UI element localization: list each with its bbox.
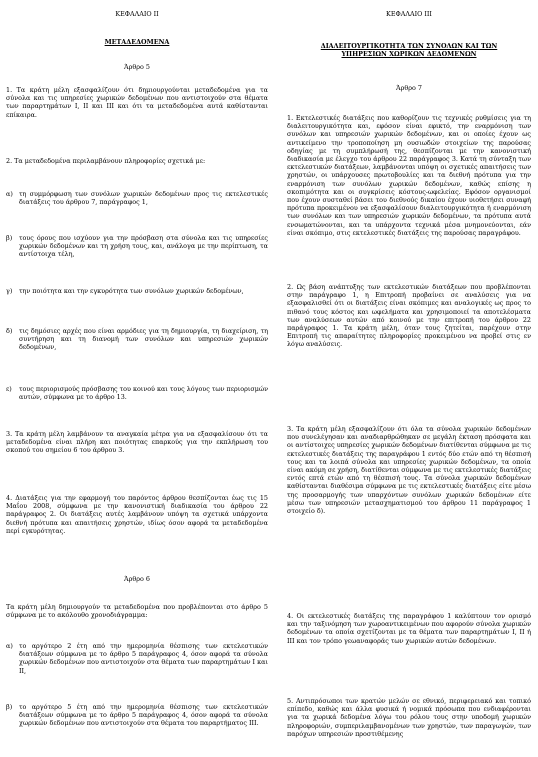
list-text: τους όρους που ισχύουν για την πρόσβαση στα σύνολα και τις υπηρεσίες χωρικών δεδομένων και τη χρήση τους, και, ανάλογα με την περίπτωση, τα αντίστοιχα τέλη, [19, 234, 268, 259]
paragraph: 2. Τα μεταδεδομένα περιλαμβάνουν πληροφορίες σχετικά με: [6, 157, 206, 165]
paragraph: 1. Εκτελεστικές διατάξεις που καθορίζουν τις τεχνικές ρυθμίσεις για τη διαλειτουργικότητα και, εφόσον είναι εφικτό, την εναρμόνιση των συνόλων και υπηρεσιών χωρικών δεδομένων, και οι οποίες έχουν ως αντικείμενο την τροποποίηση μη ουσιωδών στοιχείων της παρούσας οδηγίας με τη συμπλήρωσή της, θεσπίζονται με την κανονιστική διαδικασία με έλεγχο του άρθρου 22 παράγραφος 3. Κατά τη σύνταξη των εκτελεστικών διατάξεων, λαμβάνονται υπόψη οι σχετικές απαιτήσεις των χρηστών, οι υπάρχουσες πρωτοβουλίες και τα διεθνή πρότυπα για την εναρμόνιση των συνόλων χωρικών δεδομένων, καθώς επίσης η σκοπιμότητα και οι συγκρίσεις κόστους-ωφελείας. Εφόσον οργανισμοί που έχουν συσταθεί βάσει του διεθνούς δικαίου έχουν υιοθετήσει συναφή πρότυπα προκειμένου να εξασφαλίσουν διαλειτουργικότητα ή εναρμόνιση των συνόλων και των υπηρεσιών χωρικών δεδομένων, τα πρότυπα αυτά ενσωματώνονται, και τα υπάρχοντα τεχνικά μέσα μνημονεύονται, εάν είναι σκόπιμο, στις εκτελεστικές διατάξεις της παρούσας παραγράφου. [287, 114, 531, 237]
list-marker: β) [6, 703, 13, 711]
article-heading: Άρθρο 7 [396, 84, 422, 92]
list-item [6, 234, 268, 259]
chapter-heading: ΚΕΦΑΛΑΙΟ II [115, 10, 159, 18]
chapter-heading: ΚΕΦΑΛΑΙΟ III [386, 10, 432, 18]
list-text: το αργότερο 2 έτη από την ημερομηνία θέσπισης των εκτελεστικών διατάξεων σύμφωνα με το άρθρο 5 παράγραφος 4, όσον αφορά τα σύνολα χωρικών δεδομένων που αντιστοιχούν στα θέματα των παραρτημάτων I και II, [19, 642, 268, 675]
list-marker: β) [6, 234, 13, 242]
list-text: την ποιότητα και την εγκυρότητα των συνόλων χωρικών δεδομένων, [19, 287, 244, 295]
list-item [6, 287, 268, 295]
chapter-title: ΔΙΑΛΕΙΤΟΥΡΓΙΚΟΤΗΤΑ ΤΩΝ ΣΥΝΟΛΩΝ ΚΑΙ ΤΩΝ ΥΠΗΡΕΣΙΩΝ ΧΩΡΙΚΩΝ ΔΕΔΟΜΕΝΩΝ [320, 42, 498, 59]
list-item [6, 190, 268, 206]
paragraph: 4. Διατάξεις για την εφαρμογή του παρόντος άρθρου θεσπίζονται έως τις 15 Μαΐου 2008, σύμφωνα με την κανονιστική διαδικασία του άρθρου 22 παράγραφος 2. Οι διατάξεις αυτές λαμβάνουν υπόψη τα σχετικά υπάρχοντα διεθνή πρότυπα και απαιτήσεις χρηστών, ιδίως όσον αφορά τα μεταδεδομένα περί εγκυρότητας. [6, 494, 268, 535]
list-marker: δ) [6, 327, 13, 335]
list-text: τους περιορισμούς πρόσβασης του κοινού και τους λόγους των περιορισμών αυτών, σύμφωνα με το άρθρο 13. [19, 385, 268, 402]
list-item [6, 642, 268, 675]
article-heading: Άρθρο 6 [124, 575, 150, 583]
paragraph: 5. Αντιπρόσωποι των κρατών μελών σε εθνικό, περιφερειακό και τοπικό επίπεδο, καθώς και άλλα φυσικά ή νομικά πρόσωπα που ενδιαφέρονται για τα χωρικά δεδομένα λόγω του ρόλου τους στην υποδομή χωρικών πληροφοριών, συμπεριλαμβανομένων των χρηστών, των παραγωγών, των παρόχων υπηρεσιών προστιθέμενης [287, 697, 531, 738]
paragraph: 2. Ως βάση ανάπτυξης των εκτελεστικών διατάξεων που προβλέπονται στην παράγραφο 1, η Επιτροπή προβαίνει σε αναλύσεις για να εξασφαλισθεί ότι οι διατάξεις είναι σκόπιμες και αναλογικές ως προς το πιθανό τους κόστος και ωφελήματα και χρησιμοποιεί τα αποτελέσματα των αναλύσεων αυτών από κοινού με την επιτροπή του άρθρου 22 παράγραφος 1. Τα κράτη μέλη, όταν τους ζητείται, παρέχουν στην Επιτροπή τις απαραίτητες πληροφορίες προκειμένου να προβεί στις εν λόγω αναλύσεις. [287, 283, 531, 349]
list-marker: γ) [6, 287, 13, 295]
list-item [6, 703, 268, 728]
paragraph: 3. Τα κράτη μέλη λαμβάνουν τα αναγκαία μέτρα για να εξασφαλίσουν ότι τα μεταδεδομένα είναι πλήρη και ποιότητας επαρκούς για την εκπλήρωση του σκοπού του σημείου 6 του άρθρου 3. [6, 430, 268, 455]
paragraph: 4. Οι εκτελεστικές διατάξεις της παραγράφου 1 καλύπτουν τον ορισμό και την ταξινόμηση των χωροαντικειμένων που αφορούν σύνολα χωρικών δεδομένων τα οποία σχετίζονται με τα θέματα των παραρτημάτων I, II ή III και τον τρόπο γεωαναφοράς των χωρικών αυτών δεδομένων. [287, 612, 531, 645]
chapter-title: ΜΕΤΑΔΕΔΟΜΕΝΑ [104, 38, 170, 46]
list-marker: α) [6, 642, 13, 650]
paragraph: 1. Τα κράτη μέλη εξασφαλίζουν ότι δημιουργούνται μεταδεδομένα για τα σύνολα και τις υπηρεσίες χωρικών δεδομένων που αντιστοιχούν στα θέματα των παραρτημάτων I, II και III και ότι τα μεταδεδομένα αυτά καθίστανται επίκαιρα. [6, 86, 268, 119]
paragraph: 3. Τα κράτη μέλη εξασφαλίζουν ότι όλα τα σύνολα χωρικών δεδομένων που συνελέγησαν και αναδιαρθρώθηκαν σε μεγάλη έκταση πρόσφατα και οι αντίστοιχες υπηρεσίες χωρικών δεδομένων διατίθενται σύμφωνα με τις εκτελεστικές διατάξεις της παραγράφου 1 εντός δύο ετών από τη θέσπισή τους και τα λοιπά σύνολα και υπηρεσίες χωρικών δεδομένων, τα οποία είναι ακόμη σε χρήση, διατίθενται σύμφωνα με τις εκτελεστικές διατάξεις εντός επτά ετών από τη θέσπισή τους. Τα σύνολα χωρικών δεδομένων καθίστανται διαθέσιμα σύμφωνα με τις εκτελεστικές διατάξεις είτε μέσω της προσαρμογής των υπαρχόντων συνόλων χωρικών δεδομένων είτε μέσω των υπηρεσιών μετασχηματισμού του άρθρου 11 παράγραφος 1 στοιχείο δ). [287, 425, 532, 516]
list-item [6, 385, 268, 401]
list-item [6, 327, 268, 352]
list-text: το αργότερο 5 έτη από την ημερομηνία θέσπισης των εκτελεστικών διατάξεων σύμφωνα με το άρθρο 5 παράγραφος 4, όσον αφορά τα σύνολα χωρικών δεδομένων που αντιστοιχούν στα θέματα του παραρτήματος III. [19, 703, 268, 728]
list-marker: ε) [6, 385, 12, 393]
paragraph: Τα κράτη μέλη δημιουργούν τα μεταδεδομένα που προβλέπονται στο άρθρο 5 σύμφωνα με το ακόλουθο χρονοδιάγραμμα: [6, 603, 268, 620]
list-text: τις δημόσιες αρχές που είναι αρμόδιες για τη δημιουργία, τη διαχείριση, τη συντήρηση και τη διανομή των συνόλων και υπηρεσιών χωρικών δεδομένων, [19, 327, 268, 352]
list-text: τη συμμόρφωση των συνόλων χωρικών δεδομένων προς τις εκτελεστικές διατάξεις του άρθρου 7, παράγραφος 1, [19, 190, 268, 207]
article-heading: Άρθρο 5 [124, 63, 150, 71]
list-marker: α) [6, 190, 13, 198]
